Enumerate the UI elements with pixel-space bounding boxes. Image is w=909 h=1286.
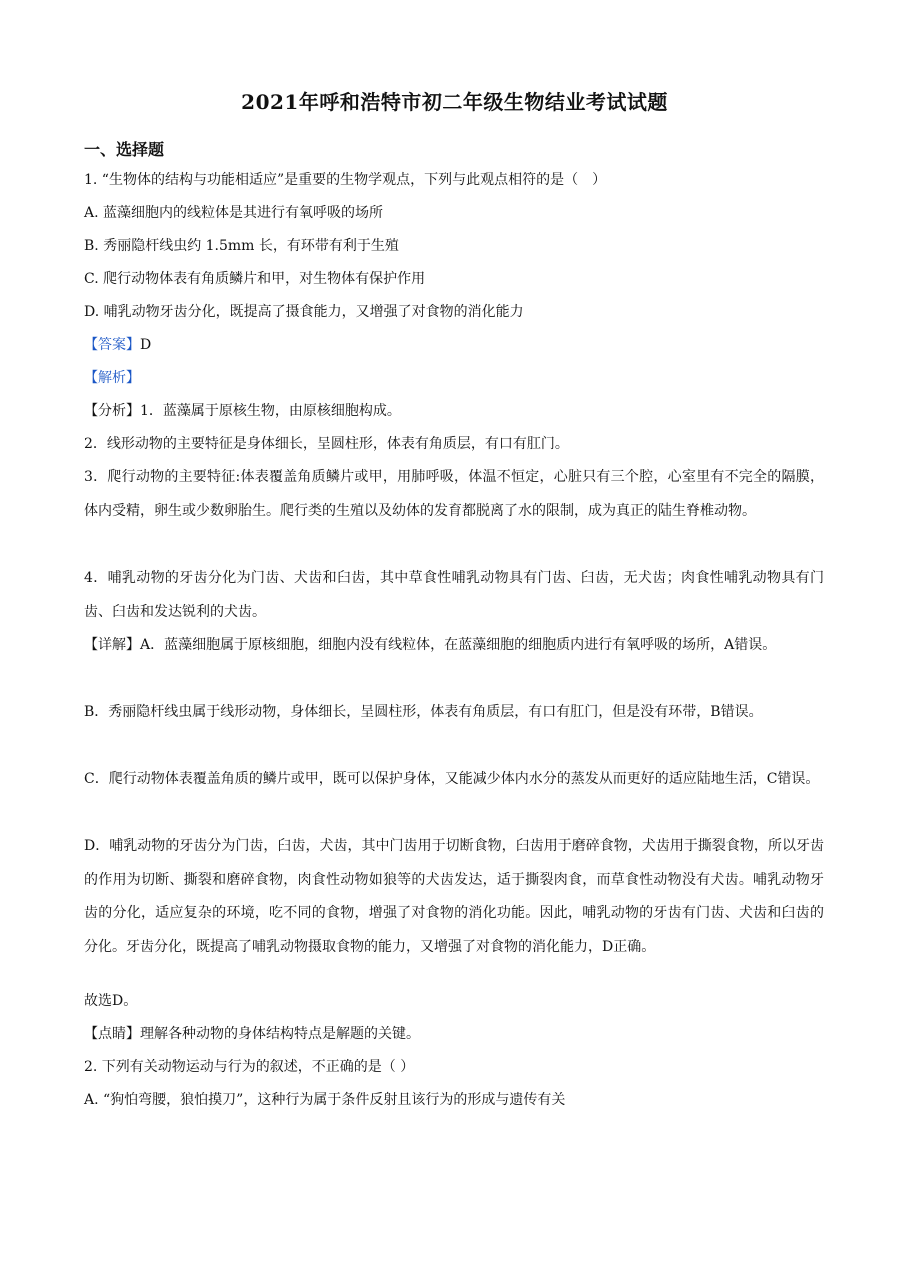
choose-line: 故选D。 [84,993,138,1009]
answer-value: D [140,337,152,353]
detail-b: B．秀丽隐杆线虫属于线形动物，身体细长，呈圆柱形，体表有角质层，有口有肛门，但是没有环带，B错误。 [84,704,763,720]
question-1-option-a: A. 蓝藻细胞内的线粒体是其进行有氧呼吸的场所 [84,205,384,221]
answer-tag: 【答案】 [84,337,140,353]
detail-d: D．哺乳动物的牙齿分为门齿，臼齿，犬齿，其中门齿用于切断食物，臼齿用于磨碎食物，犬齿用于撕裂食物，所以牙齿的作用为切断、撕裂和磨碎食物，肉食性动物如狼等的犬齿发达，适于撕裂肉食，而草食性动物没有犬齿。哺乳动物牙齿的分化，适应复杂的环境，吃不同的食物，增强了对食物的消化功能。因此，哺乳动物的牙齿有门齿、犬齿和臼齿的分化。牙齿分化，既提高了哺乳动物摄取食物的能力，又增强了对食物的消化能力，D正确。 [84,838,824,955]
question-1-option-d: D. 哺乳动物牙齿分化，既提高了摄食能力，又增强了对食物的消化能力 [84,304,524,320]
analysis-tag: 【解析】 [84,370,140,386]
analysis-point-3: 3．爬行动物的主要特征:体表覆盖角质鳞片或甲，用肺呼吸，体温不恒定，心脏只有三个腔，心室里有不完全的隔膜，体内受精，卵生或少数卵胎生。爬行类的生殖以及幼体的发育都脱离了水的限制，成为真正的陆生脊椎动物。 [84,469,824,519]
question-2-stem: 2. 下列有关动物运动与行为的叙述，不正确的是（ ） [84,1059,415,1075]
dianjing-line: 【点睛】理解各种动物的身体结构特点是解题的关键。 [84,1026,420,1042]
answer-line [84,335,151,355]
analysis-point-2: 2．线形动物的主要特征是身体细长，呈圆柱形，体表有角质层，有口有肛门。 [84,436,569,452]
question-2-option-a: A. “狗怕弯腰，狼怕摸刀”，这种行为属于条件反射且该行为的形成与遗传有关 [84,1092,566,1108]
question-1-option-c: C. 爬行动物体表有角质鳞片和甲，对生物体有保护作用 [84,271,426,287]
analysis-point-1: 【分析】1．蓝藻属于原核生物，由原核细胞构成。 [84,403,401,419]
question-1-stem: 1. “生物体的结构与功能相适应”是重要的生物学观点，下列与此观点相符的是（ ） [84,172,607,188]
question-1-option-b: B. 秀丽隐杆线虫约 1.5mm 长，有环带有利于生殖 [84,238,399,254]
page-title: 2021年呼和浩特市初二年级生物结业考试试题 [241,90,668,114]
detail-c: C．爬行动物体表覆盖角质的鳞片或甲，既可以保护身体，又能减少体内水分的蒸发从而更好的适应陆地生活，C错误。 [84,771,820,787]
analysis-point-4: 4．哺乳动物的牙齿分化为门齿、犬齿和臼齿，其中草食性哺乳动物具有门齿、臼齿，无犬齿；肉食性哺乳动物具有门齿、臼齿和发达锐利的犬齿。 [84,570,824,620]
section-heading: 一、选择题 [84,140,165,159]
detail-a: 【详解】A．蓝藻细胞属于原核细胞，细胞内没有线粒体，在蓝藻细胞的细胞质内进行有氧呼吸的场所，A错误。 [84,637,777,653]
